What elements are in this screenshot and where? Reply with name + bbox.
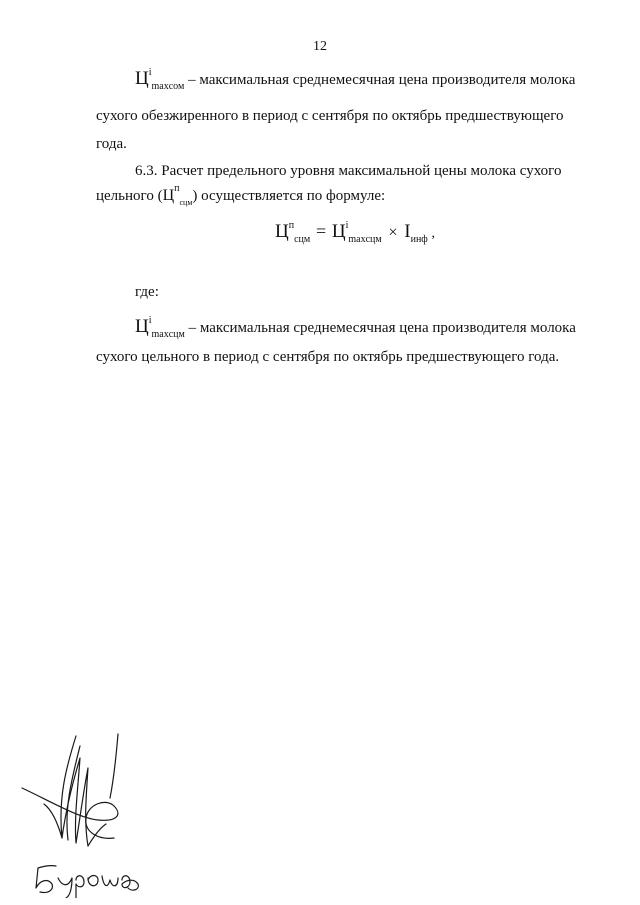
definition-text: – максимальная среднемесячная цена производителя молока — [184, 320, 576, 336]
text-post: ) осуществляется по формуле: — [192, 188, 386, 204]
index-symbol: I — [404, 221, 411, 242]
subscript: сцм — [179, 198, 193, 207]
subscript: maxсцм — [151, 329, 185, 340]
definition-2-line-2: сухого цельного в период с сентября по октябрь предшествующего года. — [96, 349, 560, 365]
section-6-3-line-1: 6.3. Расчет предельного уровня максимальной цены молока сухого — [135, 163, 562, 179]
superscript: i — [148, 67, 152, 78]
definition-1-line-3: года. — [96, 136, 127, 152]
definition-2-line-1 — [135, 315, 576, 340]
page-number: 12 — [313, 39, 327, 54]
times-sign: × — [388, 224, 398, 241]
definition-1-line-2: сухого обезжиренного в период с сентября по октябрь предшествующего — [96, 108, 564, 124]
superscript: i — [148, 315, 152, 326]
formula-expression — [275, 221, 435, 243]
section-6-3-line-2 — [96, 183, 386, 207]
lhs-subscript: сцм — [294, 234, 311, 245]
subscript: maxсом — [151, 81, 185, 92]
price-symbol: Ц — [135, 68, 149, 89]
where-label: где: — [135, 284, 159, 300]
price-symbol: Ц — [162, 187, 175, 204]
lhs-superscript: п — [288, 220, 295, 231]
handwritten-signature — [18, 728, 158, 903]
definition-1-line-1 — [135, 67, 576, 92]
rhs-superscript: i — [345, 220, 349, 231]
equals-sign: = — [315, 221, 327, 241]
lhs-symbol: Ц — [275, 221, 289, 242]
superscript: п — [174, 183, 180, 194]
text-pre: цельного ( — [96, 188, 163, 204]
index-subscript: инф — [410, 234, 428, 245]
definition-text: – максимальная среднемесячная цена производителя молока — [184, 72, 576, 88]
rhs-symbol: Ц — [331, 221, 346, 242]
rhs-subscript: maxсцм — [348, 234, 382, 245]
signature-drawing — [18, 728, 158, 898]
formula-comma: , — [431, 226, 436, 241]
price-symbol: Ц — [135, 316, 149, 337]
